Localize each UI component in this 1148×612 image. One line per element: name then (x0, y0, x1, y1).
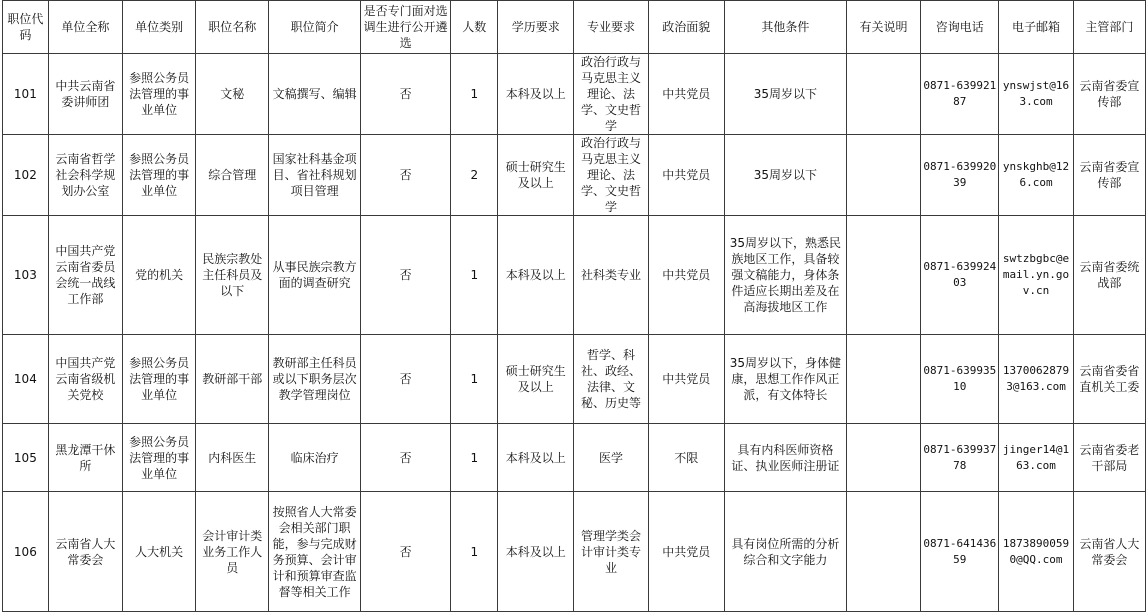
cell-major: 医学 (574, 424, 648, 492)
cell-dept: 云南省委宣传部 (1073, 135, 1145, 216)
table-row (3, 335, 1146, 424)
cell-code: 101 (3, 54, 49, 135)
cell-phone: 0871-63992403 (921, 216, 999, 335)
cell-email: ynswjst@163.com (999, 54, 1073, 135)
cell-education: 本科及以上 (498, 54, 574, 135)
cell-email: 18738900590@QQ.com (999, 492, 1073, 612)
cell-code: 104 (3, 335, 49, 424)
cell-other: 35周岁以下 (724, 135, 846, 216)
cell-dept: 云南省委宣传部 (1073, 54, 1145, 135)
cell-notes (846, 492, 920, 612)
cell-intro: 教研部主任科员或以下职务层次教学管理岗位 (269, 335, 361, 424)
cell-intro: 文稿撰写、编辑 (269, 54, 361, 135)
cell-email: 13700628793@163.com (999, 335, 1073, 424)
cell-education: 本科及以上 (498, 492, 574, 612)
cell-dept: 云南省委统战部 (1073, 216, 1145, 335)
cell-unit: 中共云南省委讲师团 (48, 54, 122, 135)
header-unit: 单位全称 (48, 1, 122, 54)
cell-phone: 0871-64143659 (921, 492, 999, 612)
cell-other: 具有内科医师资格证、执业医师注册证 (724, 424, 846, 492)
cell-politics: 中共党员 (648, 335, 724, 424)
cell-selection: 否 (360, 135, 451, 216)
cell-email: ynskghb@126.com (999, 135, 1073, 216)
cell-politics: 中共党员 (648, 216, 724, 335)
table-row (3, 135, 1146, 216)
cell-notes (846, 424, 920, 492)
cell-politics: 中共党员 (648, 54, 724, 135)
header-email: 电子邮箱 (999, 1, 1073, 54)
cell-position: 民族宗教处主任科员及以下 (196, 216, 269, 335)
header-politics: 政治面貌 (648, 1, 724, 54)
header-code: 职位代码 (3, 1, 49, 54)
cell-notes (846, 335, 920, 424)
cell-category: 参照公务员法管理的事业单位 (122, 424, 195, 492)
table-row (3, 216, 1146, 335)
recruitment-table (2, 0, 1146, 612)
cell-intro: 国家社科基金项目、省社科规划项目管理 (269, 135, 361, 216)
cell-selection: 否 (360, 216, 451, 335)
cell-other: 35周岁以下，身体健康，思想工作作风正派，有文体特长 (724, 335, 846, 424)
header-notes: 有关说明 (846, 1, 920, 54)
cell-major: 管理学类会计审计类专业 (574, 492, 648, 612)
cell-unit: 云南省哲学社会科学规划办公室 (48, 135, 122, 216)
cell-dept: 云南省人大常委会 (1073, 492, 1145, 612)
cell-other: 35周岁以下，熟悉民族地区工作，具备较强文稿能力，身体条件适应长期出差及在高海拔地区工作 (724, 216, 846, 335)
cell-position: 会计审计类业务工作人员 (196, 492, 269, 612)
cell-position: 内科医生 (196, 424, 269, 492)
cell-position: 教研部干部 (196, 335, 269, 424)
cell-major: 政治行政与马克思主义理论、法学、文史哲学 (574, 135, 648, 216)
cell-category: 参照公务员法管理的事业单位 (122, 135, 195, 216)
cell-phone: 0871-63993510 (921, 335, 999, 424)
cell-category: 参照公务员法管理的事业单位 (122, 54, 195, 135)
cell-count: 2 (451, 135, 498, 216)
cell-count: 1 (451, 424, 498, 492)
cell-unit: 黑龙潭干休所 (48, 424, 122, 492)
cell-phone: 0871-63992187 (921, 54, 999, 135)
cell-other: 35周岁以下 (724, 54, 846, 135)
cell-count: 1 (451, 54, 498, 135)
header-selection: 是否专门面对选调生进行公开遴选 (360, 1, 451, 54)
cell-selection: 否 (360, 335, 451, 424)
cell-count: 1 (451, 492, 498, 612)
cell-notes (846, 135, 920, 216)
cell-dept: 云南省委省直机关工委 (1073, 335, 1145, 424)
cell-politics: 不限 (648, 424, 724, 492)
table-row (3, 492, 1146, 612)
cell-category: 人大机关 (122, 492, 195, 612)
cell-education: 本科及以上 (498, 216, 574, 335)
header-dept: 主管部门 (1073, 1, 1145, 54)
cell-category: 参照公务员法管理的事业单位 (122, 335, 195, 424)
cell-code: 106 (3, 492, 49, 612)
cell-education: 硕士研究生及以上 (498, 135, 574, 216)
cell-unit: 中国共产党云南省级机关党校 (48, 335, 122, 424)
header-intro: 职位简介 (269, 1, 361, 54)
cell-position: 文秘 (196, 54, 269, 135)
header-position: 职位名称 (196, 1, 269, 54)
cell-code: 103 (3, 216, 49, 335)
cell-major: 政治行政与马克思主义理论、法学、文史哲学 (574, 54, 648, 135)
cell-education: 本科及以上 (498, 424, 574, 492)
table-row (3, 424, 1146, 492)
cell-code: 105 (3, 424, 49, 492)
cell-code: 102 (3, 135, 49, 216)
cell-education: 硕士研究生及以上 (498, 335, 574, 424)
header-category: 单位类别 (122, 1, 195, 54)
cell-intro: 按照省人大常委会相关部门职能，参与完成财务预算、会计审计和预算审查监督等相关工作 (269, 492, 361, 612)
cell-count: 1 (451, 335, 498, 424)
cell-position: 综合管理 (196, 135, 269, 216)
cell-selection: 否 (360, 492, 451, 612)
header-count: 人数 (451, 1, 498, 54)
cell-dept: 云南省委老干部局 (1073, 424, 1145, 492)
header-phone: 咨询电话 (921, 1, 999, 54)
header-major: 专业要求 (574, 1, 648, 54)
cell-unit: 云南省人大常委会 (48, 492, 122, 612)
cell-phone: 0871-63992039 (921, 135, 999, 216)
cell-other: 具有岗位所需的分析综合和文字能力 (724, 492, 846, 612)
cell-count: 1 (451, 216, 498, 335)
table-row (3, 54, 1146, 135)
cell-unit: 中国共产党云南省委员会统一战线工作部 (48, 216, 122, 335)
cell-notes (846, 54, 920, 135)
cell-email: swtzbgbc@email.yn.gov.cn (999, 216, 1073, 335)
cell-intro: 从事民族宗教方面的调查研究 (269, 216, 361, 335)
cell-phone: 0871-63993778 (921, 424, 999, 492)
cell-intro: 临床治疗 (269, 424, 361, 492)
cell-category: 党的机关 (122, 216, 195, 335)
table-header-row (3, 1, 1146, 54)
header-education: 学历要求 (498, 1, 574, 54)
cell-politics: 中共党员 (648, 492, 724, 612)
header-other: 其他条件 (724, 1, 846, 54)
cell-selection: 否 (360, 54, 451, 135)
cell-selection: 否 (360, 424, 451, 492)
cell-major: 哲学、科社、政经、法律、文秘、历史等 (574, 335, 648, 424)
cell-email: jinger14@163.com (999, 424, 1073, 492)
cell-major: 社科类专业 (574, 216, 648, 335)
cell-politics: 中共党员 (648, 135, 724, 216)
cell-notes (846, 216, 920, 335)
